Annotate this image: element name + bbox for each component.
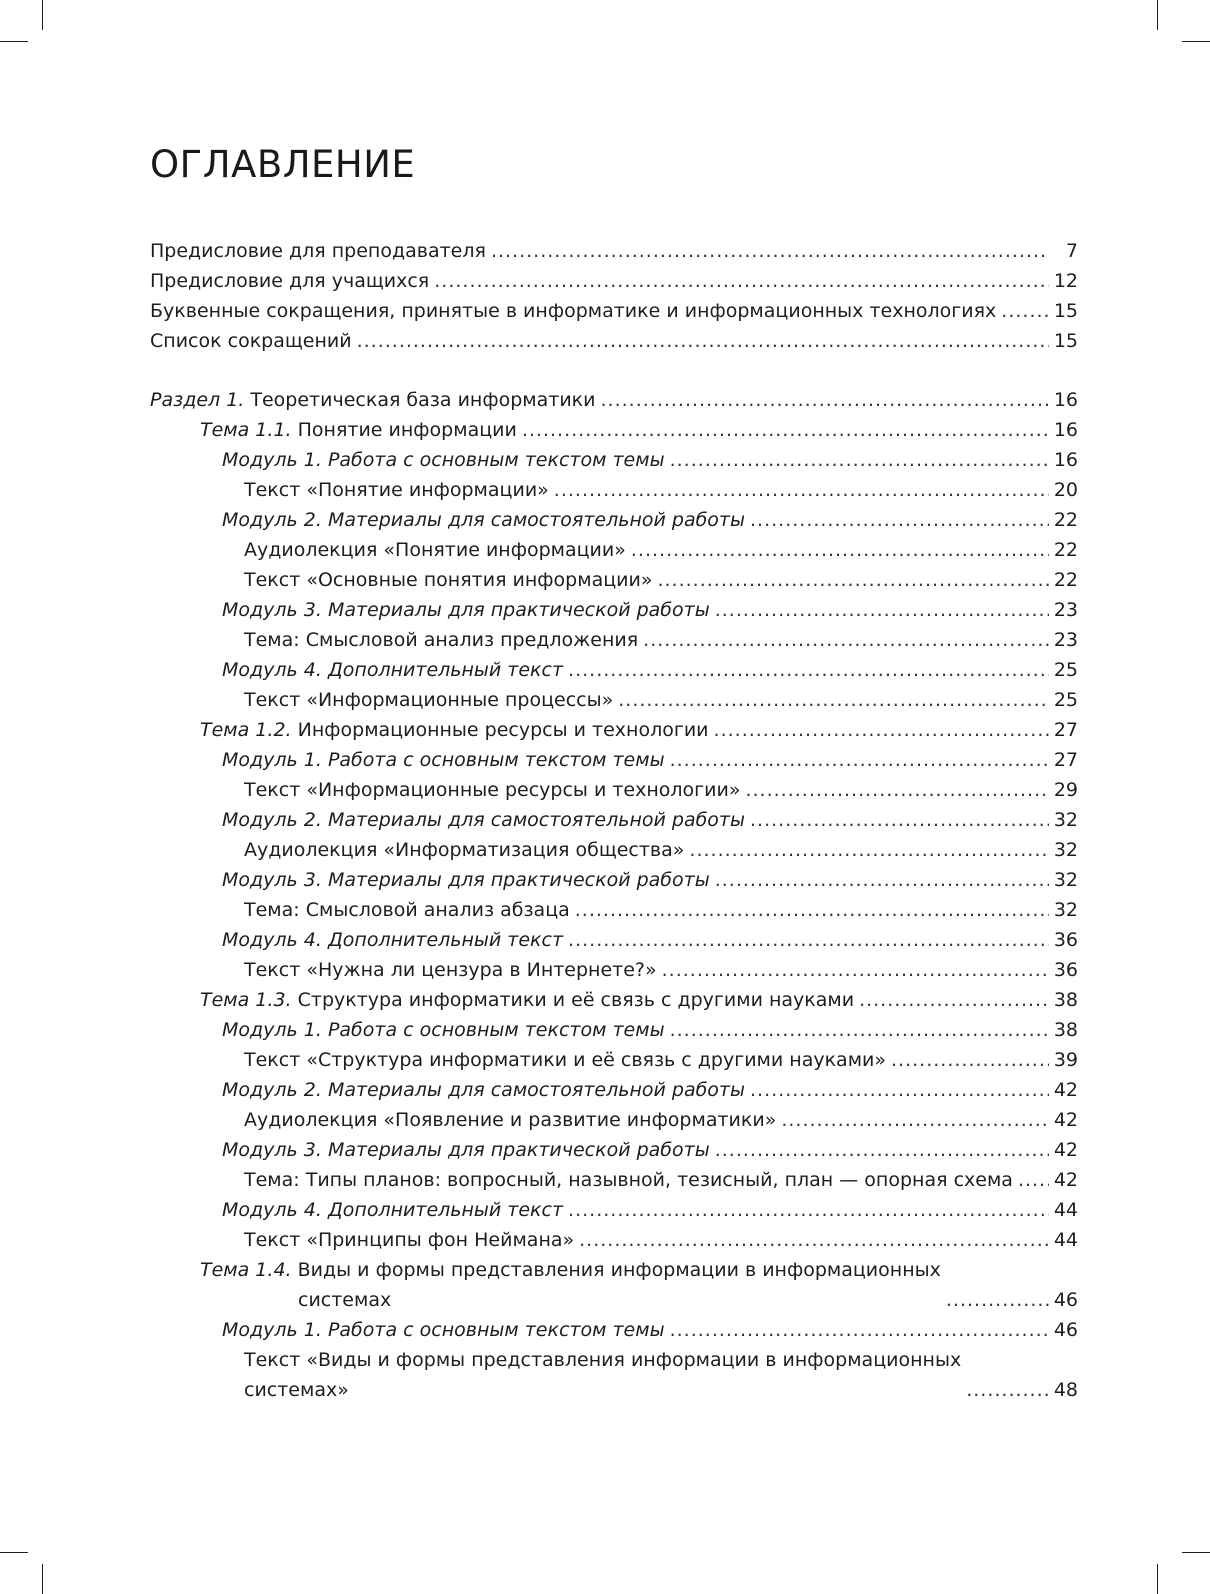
page-number: 42: [1053, 1169, 1078, 1191]
toc-entry[interactable]: Буквенные сокращения, принятые в информатике и информационных технологиях ..... 15: [150, 296, 1078, 326]
page-number: 36: [1053, 929, 1078, 951]
toc-module-entry[interactable]: Модуль 3. Материалы для практической работы ..... 23: [150, 595, 1078, 625]
page-number: 32: [1053, 869, 1078, 891]
toc-module-entry[interactable]: Модуль 4. Дополнительный текст ..... 25: [150, 655, 1078, 685]
table-of-contents: [150, 236, 1078, 1405]
page-number: 15: [1053, 330, 1078, 352]
toc-module-entry[interactable]: Модуль 1. Работа с основным текстом темы ..... 16: [150, 445, 1078, 475]
toc-module-entry[interactable]: Модуль 4. Дополнительный текст ..... 36: [150, 925, 1078, 955]
toc-entry[interactable]: Список сокращений ..... 15: [150, 326, 1078, 356]
page-number: 16: [1053, 389, 1078, 411]
toc-module-entry[interactable]: Модуль 2. Материалы для самостоятельной работы ..... 32: [150, 805, 1078, 835]
toc-module-entry[interactable]: Модуль 3. Материалы для практической работы ..... 32: [150, 865, 1078, 895]
toc-module-entry[interactable]: Модуль 1. Работа с основным текстом темы ..... 27: [150, 745, 1078, 775]
toc-entry[interactable]: Предисловие для учащихся ..... 12: [150, 266, 1078, 296]
toc-item-entry[interactable]: Тема: Типы планов: вопросный, назывной, тезисный, план — опорная схема ..... 42: [150, 1165, 1078, 1195]
toc-item-entry[interactable]: Текст «Информационные процессы» ..... 25: [150, 685, 1078, 715]
toc-item-entry[interactable]: Текст «Нужна ли цензура в Интернете?» ..... 36: [150, 955, 1078, 985]
toc-item-entry[interactable]: Аудиолекция «Появление и развитие информатики» ..... 42: [150, 1105, 1078, 1135]
page-number: 16: [1053, 419, 1078, 441]
page-number: 15: [1053, 300, 1078, 322]
page-number: 22: [1053, 509, 1078, 531]
toc-item-entry[interactable]: Аудиолекция «Информатизация общества» ..... 32: [150, 835, 1078, 865]
page-number: 16: [1053, 449, 1078, 471]
page-number: 32: [1053, 809, 1078, 831]
toc-module-entry[interactable]: Модуль 1. Работа с основным текстом темы ..... 46: [150, 1315, 1078, 1345]
toc-item-entry[interactable]: Текст «Понятие информации» ..... 20: [150, 475, 1078, 505]
toc-section-entry[interactable]: Раздел 1. Теоретическая база информатики ..... 16: [150, 385, 1078, 415]
crop-mark-top-right-h: [1182, 41, 1210, 42]
toc-item-entry[interactable]: Текст «Виды и формы представления информации в информационных системах» ..... 48: [150, 1345, 1078, 1405]
page-number: 25: [1053, 689, 1078, 711]
page-number: 7: [1065, 240, 1078, 262]
toc-item-entry[interactable]: Текст «Основные понятия информации» ..... 22: [150, 565, 1078, 595]
toc-item-entry[interactable]: Аудиолекция «Понятие информации» ..... 22: [150, 535, 1078, 565]
toc-module-entry[interactable]: Модуль 3. Материалы для практической работы ..... 42: [150, 1135, 1078, 1165]
toc-topic-entry[interactable]: Тема 1.1. Понятие информации ..... 16: [150, 415, 1078, 445]
page-number: 20: [1053, 479, 1078, 501]
page-number: 22: [1053, 569, 1078, 591]
page-number: 44: [1053, 1229, 1078, 1251]
page-number: 32: [1053, 899, 1078, 921]
page-number: 46: [1053, 1319, 1078, 1341]
toc-topic-entry[interactable]: Тема 1.4. Виды и формы представления информации в информационных системах ..... 46: [150, 1255, 1078, 1315]
toc-module-entry[interactable]: Модуль 2. Материалы для самостоятельной работы ..... 42: [150, 1075, 1078, 1105]
crop-mark-top-left-h: [0, 41, 28, 42]
page-number: 32: [1053, 839, 1078, 861]
spacer: [150, 356, 1078, 385]
page-number: 42: [1053, 1139, 1078, 1161]
toc-item-entry[interactable]: Текст «Принципы фон Неймана» ..... 44: [150, 1225, 1078, 1255]
page-number: 42: [1053, 1079, 1078, 1101]
page-number: 22: [1053, 539, 1078, 561]
crop-mark-top-left-v: [42, 0, 43, 30]
page-number: 46: [1053, 1289, 1078, 1311]
page-number: 38: [1053, 989, 1078, 1011]
page-number: 29: [1053, 779, 1078, 801]
toc-item-entry[interactable]: Текст «Структура информатики и её связь с другими науками» ..... 39: [150, 1045, 1078, 1075]
page-number: 23: [1053, 629, 1078, 651]
page-number: 12: [1053, 270, 1078, 292]
crop-mark-bottom-right-h: [1182, 1552, 1210, 1553]
page-number: 36: [1053, 959, 1078, 981]
page-title: ОГЛАВЛЕНИЕ: [150, 143, 416, 186]
page-number: 27: [1053, 719, 1078, 741]
crop-mark-bottom-right-v: [1157, 1564, 1158, 1594]
toc-entry[interactable]: Предисловие для преподавателя ..... 7: [150, 236, 1078, 266]
page-number: 44: [1053, 1199, 1078, 1221]
crop-mark-bottom-left-v: [42, 1564, 43, 1594]
crop-mark-bottom-left-h: [0, 1552, 28, 1553]
page-number: 42: [1053, 1109, 1078, 1131]
toc-item-entry[interactable]: Тема: Смысловой анализ предложения ..... 23: [150, 625, 1078, 655]
page-number: 48: [1053, 1379, 1078, 1401]
toc-item-entry[interactable]: Тема: Смысловой анализ абзаца ..... 32: [150, 895, 1078, 925]
page-number: 38: [1053, 1019, 1078, 1041]
toc-item-entry[interactable]: Текст «Информационные ресурсы и технологии» ..... 29: [150, 775, 1078, 805]
page-number: 27: [1053, 749, 1078, 771]
toc-topic-entry[interactable]: Тема 1.2. Информационные ресурсы и технологии ..... 27: [150, 715, 1078, 745]
crop-mark-top-right-v: [1157, 0, 1158, 30]
toc-topic-entry[interactable]: Тема 1.3. Структура информатики и её связь с другими науками ..... 38: [150, 985, 1078, 1015]
toc-module-entry[interactable]: Модуль 4. Дополнительный текст ..... 44: [150, 1195, 1078, 1225]
page-number: 39: [1053, 1049, 1078, 1071]
toc-module-entry[interactable]: Модуль 1. Работа с основным текстом темы ..... 38: [150, 1015, 1078, 1045]
page-number: 25: [1053, 659, 1078, 681]
toc-module-entry[interactable]: Модуль 2. Материалы для самостоятельной работы ..... 22: [150, 505, 1078, 535]
page-number: 23: [1053, 599, 1078, 621]
